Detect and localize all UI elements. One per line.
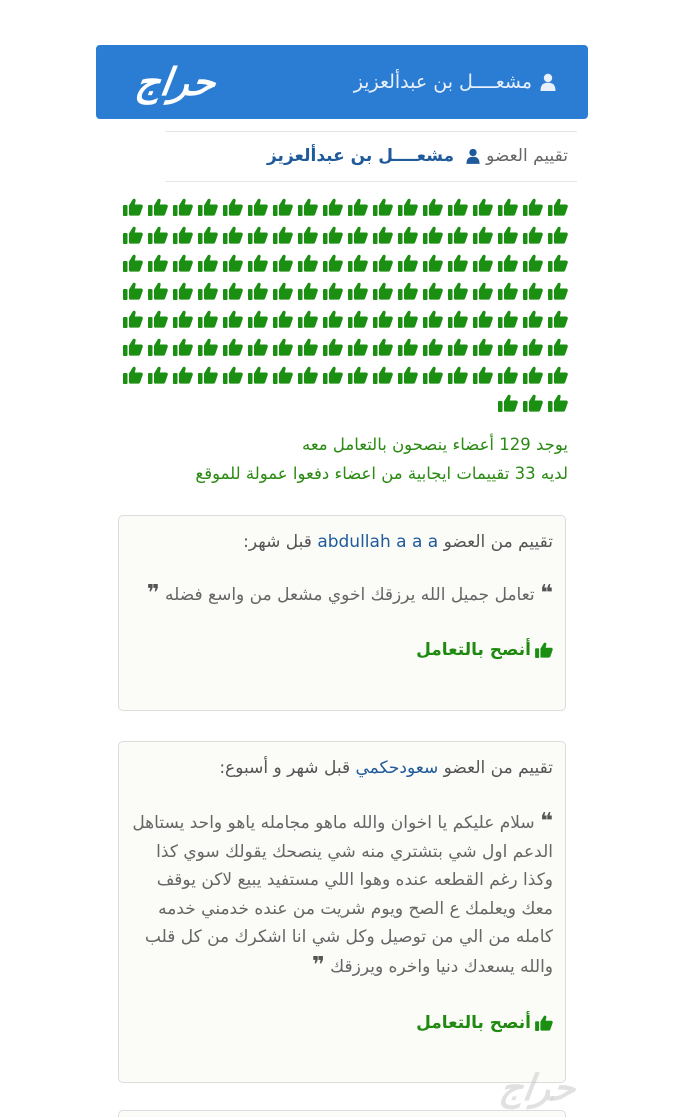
thumbs-up-icon [273,282,293,300]
thumbs-up-icon [298,254,318,272]
thumbs-up-icon [298,282,318,300]
quote-open-icon: ❝ [540,809,553,834]
thumbs-up-icon [473,282,493,300]
thumbs-up-icon [173,282,193,300]
thumbs-up-icon [148,338,168,356]
thumbs-up-icon [535,1015,553,1031]
thumbs-up-icon [173,198,193,216]
thumbs-up-icon [548,310,568,328]
review-text [131,580,553,610]
review-body: تعامل جميل الله يرزقك اخوي مشعل من واسع فضله [165,585,535,605]
thumbs-up-icon [398,310,418,328]
thumbs-up-icon [148,366,168,384]
thumbs-up-icon [323,338,343,356]
thumbs-up-icon [348,254,368,272]
thumbs-up-icon [223,254,243,272]
review-text [131,808,553,981]
thumbs-up-icon [323,366,343,384]
thumbs-up-icon [323,282,343,300]
thumbs-up-icon [498,226,518,244]
thumbs-up-icon [248,254,268,272]
review-author-link[interactable]: سعودحكمي [355,758,439,778]
thumbs-up-icon [348,282,368,300]
thumbs-up-icon [448,254,468,272]
thumbs-up-icon [273,226,293,244]
user-icon [540,73,556,91]
recommend-badge [131,640,553,660]
thumbs-up-icon [173,338,193,356]
thumbs-up-icon [423,226,443,244]
thumbs-up-icon [523,198,543,216]
thumbs-up-icon [448,282,468,300]
thumbs-up-icon [223,226,243,244]
recommend-count-text: يوجد 129 أعضاء ينصحون بالتعامل معه [301,435,568,454]
recommend-label: أنصح بالتعامل [416,639,531,660]
thumbs-up-icon [148,282,168,300]
thumbs-up-icon [398,254,418,272]
thumbs-up-icon [198,198,218,216]
thumbs-up-icon [423,198,443,216]
quote-open-icon: ❝ [540,581,553,606]
recommend-label: أنصح بالتعامل [416,1013,531,1033]
thumbs-up-icon [498,282,518,300]
thumbs-up-icon [373,198,393,216]
thumbs-up-icon [298,226,318,244]
thumbs-up-icon [473,226,493,244]
watermark-logo: حراج [497,1068,579,1109]
review-prefix: تقييم من العضو [443,758,553,778]
header-username: مشعــــل بن عبدألعزيز [353,71,532,93]
thumbs-up-icon [198,282,218,300]
thumbs-up-icon [173,226,193,244]
thumbs-up-icon [223,198,243,216]
member-name-link[interactable]: مشعــــل بن عبدألعزيز [266,146,455,166]
thumbs-up-icon [523,226,543,244]
thumbs-up-icon [148,310,168,328]
thumbs-up-icon [298,310,318,328]
thumbs-up-icon [173,310,193,328]
thumbs-up-icon [223,310,243,328]
review-card [118,1110,566,1117]
thumbs-up-icon [498,366,518,384]
thumbs-up-icon [248,226,268,244]
user-icon [466,148,480,164]
thumbs-up-icon [123,198,143,216]
thumbs-up-icon [423,282,443,300]
thumbs-up-icon [348,366,368,384]
thumbs-up-icon [398,366,418,384]
thumbs-up-icon [373,282,393,300]
thumbs-up-icon [223,366,243,384]
thumbs-up-icon [373,310,393,328]
thumbs-up-icon [448,226,468,244]
thumbs-up-icon [473,338,493,356]
thumbs-up-icon [348,338,368,356]
thumbs-up-icon [373,254,393,272]
thumbs-up-icon [298,366,318,384]
review-header [131,532,553,552]
thumbs-up-icon [423,366,443,384]
thumbs-up-icon [423,338,443,356]
thumbs-up-icon [548,254,568,272]
thumbs-up-icon [248,366,268,384]
thumbs-up-icon [198,254,218,272]
thumbs-up-icon [223,282,243,300]
review-prefix: تقييم من العضو [443,532,553,552]
recommend-badge [131,1013,553,1033]
thumbs-up-icon [398,198,418,216]
thumbs-up-icon [548,226,568,244]
review-card [118,515,566,711]
thumbs-up-icon [373,338,393,356]
thumbs-up-icon [248,310,268,328]
thumbs-up-icon [248,338,268,356]
thumbs-up-icon [398,226,418,244]
thumbs-up-icon [323,226,343,244]
thumbs-up-icon [273,310,293,328]
thumbs-up-icon [273,338,293,356]
thumbs-up-icon [523,254,543,272]
thumbs-up-icon [473,310,493,328]
thumbs-up-icon [498,198,518,216]
thumbs-up-icon [448,338,468,356]
thumbs-up-icon [123,338,143,356]
thumbs-up-icon [448,366,468,384]
thumbs-up-icon [123,310,143,328]
thumbs-up-icon [323,198,343,216]
thumbs-up-icon [248,282,268,300]
thumbs-up-icon [198,338,218,356]
thumbs-up-icon [535,642,553,658]
thumbs-up-icon [298,198,318,216]
thumbs-up-icon [323,254,343,272]
thumbs-up-icon [198,226,218,244]
review-time: قبل شهر و أسبوع: [219,758,351,778]
thumbs-up-icon [523,282,543,300]
thumbs-up-icon [323,310,343,328]
thumbs-up-icon [398,338,418,356]
thumbs-up-icon [348,310,368,328]
thumbs-up-icon [548,394,568,412]
divider [165,131,577,132]
thumbs-up-icon [473,198,493,216]
thumbs-up-icon [523,394,543,412]
review-body: سلام عليكم يا اخوان والله ماهو مجامله ياهو واحد يستاهل الدعم اول شي بتشتري منه شي ينصحك يقولك سوي كذا وكذا رغم القطعه عنده وهوا اللي مستفيد يبيع لاكن يوقف معك ويعلمك ع الصح ويوم شريت من عنده خدمني خدمه كامله من الي من توصيل وكل شي انا اشكرك من كل قلب والله يسعدك دنيا واخره ويرزقك [132,813,553,977]
thumbs-up-icon [123,366,143,384]
thumbs-up-icon [173,366,193,384]
positive-ratings-grid [118,198,570,423]
thumbs-up-icon [148,226,168,244]
thumbs-up-icon [248,198,268,216]
thumbs-up-icon [123,282,143,300]
thumbs-up-icon [423,310,443,328]
thumbs-up-icon [498,394,518,412]
thumbs-up-icon [123,226,143,244]
thumbs-up-icon [523,310,543,328]
thumbs-up-icon [173,254,193,272]
review-time: قبل شهر: [243,532,312,552]
thumbs-up-icon [373,366,393,384]
site-header [96,45,588,119]
page-title [267,146,568,166]
paid-ratings-text: لديه 33 تقييمات ايجابية من اعضاء دفعوا عمولة للموقع [195,464,568,483]
thumbs-up-icon [548,282,568,300]
thumbs-up-icon [148,198,168,216]
thumbs-up-icon [498,310,518,328]
thumbs-up-icon [498,254,518,272]
thumbs-up-icon [448,198,468,216]
thumbs-up-icon [398,282,418,300]
thumbs-up-icon [548,366,568,384]
thumbs-up-icon [148,254,168,272]
thumbs-up-icon [373,226,393,244]
site-logo[interactable]: حراج [132,60,219,104]
thumbs-up-icon [273,254,293,272]
review-card [118,741,566,1083]
thumbs-up-icon [548,338,568,356]
thumbs-up-icon [348,226,368,244]
thumbs-up-icon [423,254,443,272]
header-user-link[interactable] [354,71,556,93]
member-title-prefix: تقييم العضو [486,146,568,166]
thumbs-up-icon [273,366,293,384]
thumbs-up-icon [123,254,143,272]
thumbs-up-icon [223,338,243,356]
thumbs-up-icon [198,310,218,328]
thumbs-up-icon [273,198,293,216]
divider [165,181,577,182]
thumbs-up-icon [473,254,493,272]
review-header [131,758,553,778]
thumbs-up-icon [523,338,543,356]
thumbs-up-icon [348,198,368,216]
thumbs-up-icon [473,366,493,384]
review-author-link[interactable]: abdullah a a a [317,532,439,552]
quote-close-icon: ❞ [146,581,160,606]
thumbs-up-icon [198,366,218,384]
rating-summary [195,430,568,488]
thumbs-up-icon [448,310,468,328]
thumbs-up-icon [498,338,518,356]
quote-close-icon: ❞ [311,952,325,978]
thumbs-up-icon [523,366,543,384]
thumbs-up-icon [548,198,568,216]
thumbs-up-icon [298,338,318,356]
